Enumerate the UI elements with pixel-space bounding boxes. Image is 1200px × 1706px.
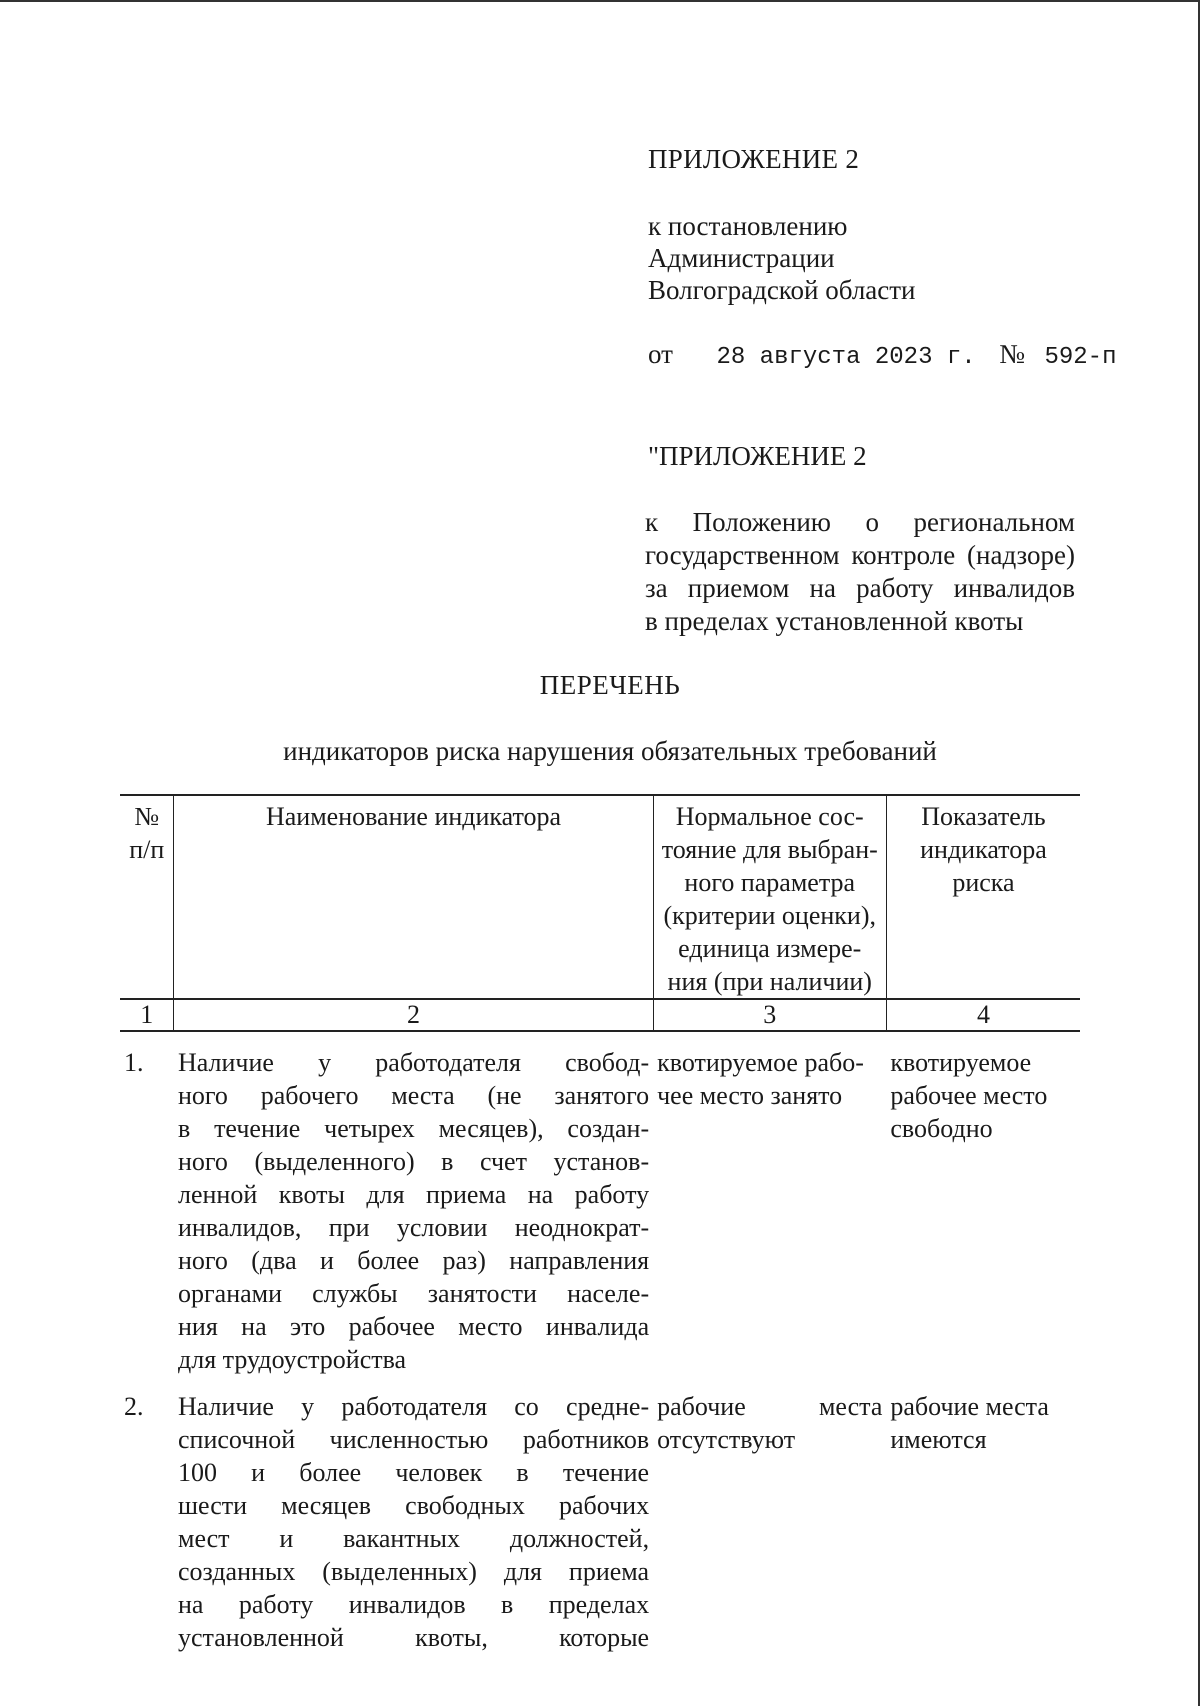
row-number: 1. xyxy=(124,1048,144,1077)
header-indicator-name: Наименование индикатора xyxy=(174,795,653,999)
column-number: 4 xyxy=(886,999,1080,1031)
header-number: № п/п xyxy=(120,795,174,999)
risk-indicator: квотируемое рабочее место свободно xyxy=(890,1048,1048,1143)
row-number: 2. xyxy=(124,1392,144,1421)
decree-line: Администрации xyxy=(648,243,835,273)
document-title: ПЕРЕЧЕНЬ xyxy=(539,670,681,700)
decree-date: 28 августа 2023 г. xyxy=(716,344,976,371)
normal-state: квотируемое рабо- чее место занято xyxy=(657,1048,864,1110)
header-normal-state: Нормальное сос- тояние для выбран- ного параметра (критерии оценки), единица измере- ния (при наличии) xyxy=(653,795,886,999)
table-row xyxy=(120,1376,1080,1654)
indicator-name: Наличие у работодателя свобод- ного рабочего места (не занятого в течение четырех месяцев), создан- ного (выделенного) в счет установ- ленной квоты для приема на работу инвалидов, при условии неоднократ- ного (два и более раз) направления органами службы занятости населе- ния на это рабочее место инвалида для трудоустройства xyxy=(177,1048,650,1374)
risk-indicator: рабочие места имеются xyxy=(890,1392,1049,1454)
decree-line: Волгоградской области xyxy=(648,275,916,305)
regulation-line: в пределах установленной квоты xyxy=(645,606,1024,636)
column-number: 2 xyxy=(174,999,653,1031)
table-header-row xyxy=(120,795,1080,999)
number-label: № xyxy=(999,339,1025,369)
header-risk-indicator: Показатель индикатора риска xyxy=(886,795,1080,999)
column-number: 1 xyxy=(120,999,174,1031)
decree-line: к постановлению xyxy=(648,211,848,241)
regulation-line: государственном контроле (надзоре) xyxy=(645,540,1075,570)
table-numbering-row xyxy=(120,999,1080,1031)
indicators-table xyxy=(120,794,1080,1654)
decree-number: 592-п xyxy=(1044,344,1117,371)
column-number: 3 xyxy=(653,999,886,1031)
from-label: от xyxy=(648,339,673,369)
regulation-line: за приемом на работу инвалидов xyxy=(645,573,1075,603)
appendix-heading: ПРИЛОЖЕНИЕ 2 xyxy=(648,144,860,174)
document-subtitle: индикаторов риска нарушения обязательных требований xyxy=(283,736,937,766)
decree-date-line xyxy=(648,338,1116,374)
indicator-name: Наличие у работодателя со средне- списочной численностью работников 100 и более человек в течение шести месяцев свободных рабочих мест и вакантных должностей, созданных (выделенных) для приема на работу инвалидов в пределах установленной квоты, которые xyxy=(177,1392,650,1652)
decree-reference xyxy=(648,210,916,306)
scan-border-top xyxy=(0,0,1200,2)
normal-state: рабочие места отсутствуют xyxy=(657,1392,883,1454)
regulation-line: к Положению о региональном xyxy=(645,507,1075,537)
regulation-reference xyxy=(645,506,1075,638)
table-row xyxy=(120,1031,1080,1376)
inner-appendix-heading: "ПРИЛОЖЕНИЕ 2 xyxy=(648,441,867,471)
